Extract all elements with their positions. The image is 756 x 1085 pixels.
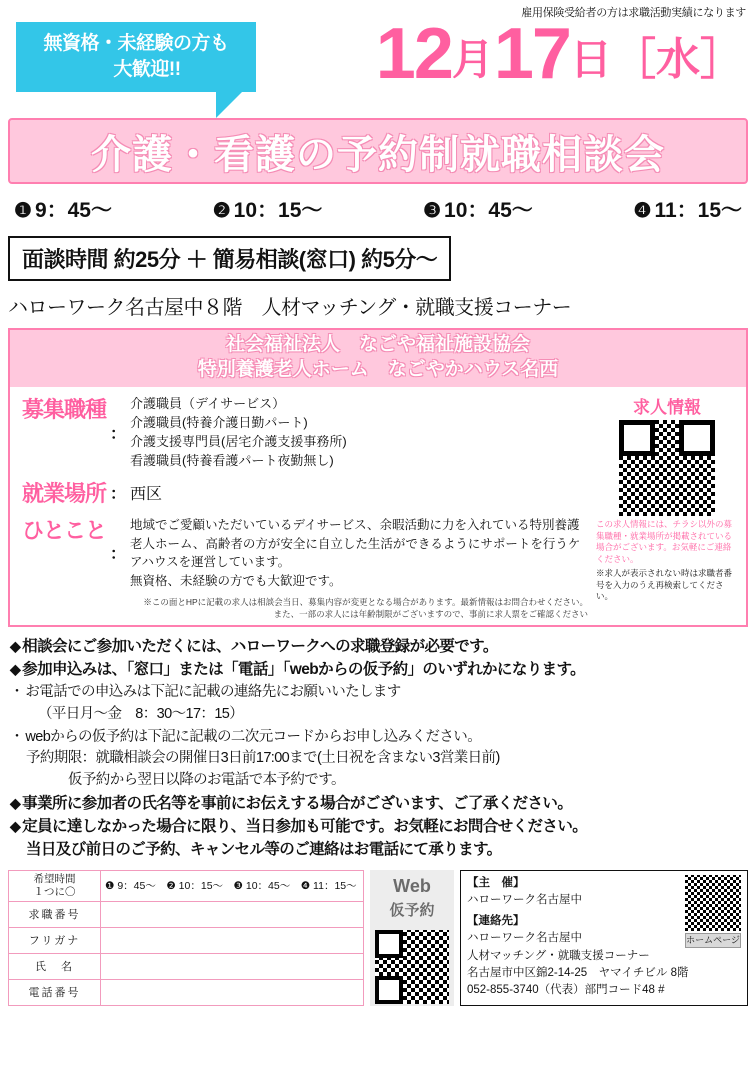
date-weekday: ［水］ [612,35,744,84]
form-label-phone: 電話番号 [9,979,101,1005]
header-row [8,4,748,116]
form-value-phone[interactable] [101,979,364,1005]
note-line [10,838,746,861]
contact-line-1: ハローワーク名古屋中 [467,932,582,945]
job-panel-header [10,330,746,387]
form-value-name[interactable] [101,953,364,979]
job-colon-2: ： [110,485,127,503]
job-row-location [22,477,592,508]
note-line [10,635,746,658]
note-mark: ◆ [10,818,21,835]
employer-facility-name: 特別養護老人ホーム なごやかハウス名西 [197,358,559,380]
time-slot [423,194,533,224]
slot-bullet-1: ❶ [14,200,32,222]
callout-line-2: 大歓迎!! [113,59,181,80]
table-row [9,953,364,979]
note-text: 当日及び前日のご予約、キャンセル等のご連絡はお電話にて承ります。 [26,841,502,859]
contact-box [460,870,748,1006]
job-panel-body [10,387,746,624]
bottom-area [8,870,748,1006]
slot-time-1: 9：45〜 [34,199,112,222]
note-mark: ◆ [10,660,21,677]
form-value-jobseeker-number[interactable] [101,901,364,927]
note-text: 定員に達しなかった場合に限り、当日参加も可能です。お気軽にお問合せください。 [22,818,588,836]
form-label-jobseeker-number: 求職番号 [9,901,101,927]
form-label-name: 氏 名 [9,953,101,979]
note-text: 仮予約から翌日以降のお電話で本予約です。 [68,772,345,789]
job-panel-right [592,393,742,620]
web-label-line-2: 仮予約 [389,901,435,919]
job-label-message: ひとこと [22,517,107,543]
job-label-location: 就業場所 [22,480,107,506]
job-value-message: 地域でご愛顧いただいているデイサービス、余暇活動に力を入れている特別養護老人ホーム、高齢者の方が安全に自立した生活ができるようにサポートを行うケアハウスを運営しています。 無資格、未経験の方でも大歓迎です。 [130,517,581,588]
date-month-unit: 月 [451,36,494,83]
homepage-qr-code-icon[interactable] [685,875,741,931]
job-qr-caption-2: ※求人が表示されない時は求職者番号を入力のうえ再検索してください。 [596,568,733,602]
note-line [10,726,746,749]
venue-text: ハローワーク名古屋中８階 人材マッチング・就職支援コーナー [8,297,572,319]
note-line [10,770,746,792]
date-day-number: 17 [493,14,570,94]
note-mark: ・ [10,683,24,700]
host-label: 【主 催】 [467,876,525,889]
contact-label: 【連絡先】 [467,915,525,928]
interview-duration-box: 面談時間 約25分 ＋ 簡易相談(窓口) 約5分〜 [8,236,451,281]
contact-line-3: 名古屋市中区錦2-14-25 ヤマイチビル 8階 [467,966,689,979]
note-text: 参加申込みは、「窓口」または「電話」「webからの仮予約」のいずれかになります。 [22,660,586,678]
note-text: お電話での申込みは下記に記載の連絡先にお願いいたします [25,684,401,701]
web-reservation-qr-code-icon[interactable] [375,930,449,1004]
slot-bullet-2: ❷ [212,200,231,222]
form-label-preferred-time: 希望時間 １つに〇 [9,870,101,901]
host-name: ハローワーク名古屋中 [467,893,582,906]
note-text: webからの仮予約は下記に記載の二次元コードからお申し込みください。 [25,728,482,745]
date-month-number: 12 [375,14,452,94]
notes-list [8,635,748,862]
job-value-positions: 介護職員（デイサービス） 介護職員(特養介護日勤パート) 介護支援専門員(居宅介護支援事務所) 看護職員(特養看護パート夜勤無し) [130,396,347,468]
time-slot [213,194,323,224]
title-band [8,118,748,184]
page-title: 介護・看護の予約制就職相談会 [91,132,665,177]
table-row [9,927,364,953]
application-form-table [8,870,364,1006]
form-label-furigana: フリガナ [9,927,101,953]
note-text: 予約期限：就職相談会の開催日3日前17:00まで(土日祝を含まない3営業日前) [26,750,500,767]
note-line [10,704,746,726]
slot-time-4: 11：15〜 [654,199,742,222]
job-row-positions [22,393,592,470]
contact-line-2: 人材マッチング・就職支援コーナー [467,949,650,962]
callout-banner [16,22,256,92]
event-date [375,14,744,94]
job-listing-qr-code-icon[interactable] [619,420,715,516]
slot-time-3: 10：45〜 [444,199,533,222]
homepage-qr-label: ホームページ [685,933,741,949]
note-mark: ・ [10,727,24,744]
job-qr-caption: この求人情報には、チラシ以外の募集職種・就業場所が掲載されている場合がございます。お気軽にご連絡ください。 [596,519,733,564]
note-line [10,681,746,704]
form-value-preferred-time[interactable]: ❶ 9：45〜 ❷ 10：15〜 ❸ 10：45〜 ❹ 11：15〜 [101,870,364,901]
job-footnote: ※この面とHPに記載の求人は相談会当日、募集内容が変更となる場合があります。最新情報はお問合わせください。 また、一部の求人には年齢制限がございますので、事前に求人票をご確認ください [143,596,588,619]
note-line [10,748,746,770]
callout-line-1: 無資格・未経験の方も [43,33,229,55]
form-value-furigana[interactable] [101,927,364,953]
note-line [10,658,746,681]
table-row [9,870,364,901]
callout-tail-icon [216,92,242,118]
date-day-unit: 日 [569,36,612,83]
time-slot [634,194,743,224]
top-note: 雇用保険受給者の方は求職活動実績になります [521,7,746,19]
job-qr-title: 求人情報 [633,398,701,418]
note-mark: ◆ [10,794,21,811]
note-mark: ◆ [10,637,21,654]
note-line [10,792,746,815]
job-panel-left [14,393,592,620]
job-colon-3: ： [110,545,127,563]
contact-phone: 052-855-3740（代表）部門コード48 # [467,984,665,997]
time-slot-list [8,194,748,224]
time-slot [14,194,112,224]
employer-corp-name: 社会福祉法人 なごや福祉施設協会 [225,334,530,355]
note-text: （平日月〜金 8：30〜17：15） [38,705,244,722]
slot-bullet-4: ❹ [633,200,652,222]
job-info-panel [8,328,748,627]
job-row-message [22,514,592,591]
note-line [10,815,746,838]
note-text: 相談会にご参加いただくには、ハローワークへの求職登録が必要です。 [22,637,498,655]
note-text: 事業所に参加者の氏名等を事前にお伝えする場合がございます、ご了承ください。 [22,794,573,812]
slot-bullet-3: ❸ [423,200,442,222]
table-row [9,979,364,1005]
web-reservation-column [370,870,454,1006]
job-value-location: 西区 [130,485,163,503]
job-colon-1: ： [110,425,127,443]
web-label-line-1: Web [393,875,431,896]
table-row [9,901,364,927]
job-label-positions: 募集職種 [22,397,107,423]
slot-time-2: 10：15〜 [233,199,323,222]
